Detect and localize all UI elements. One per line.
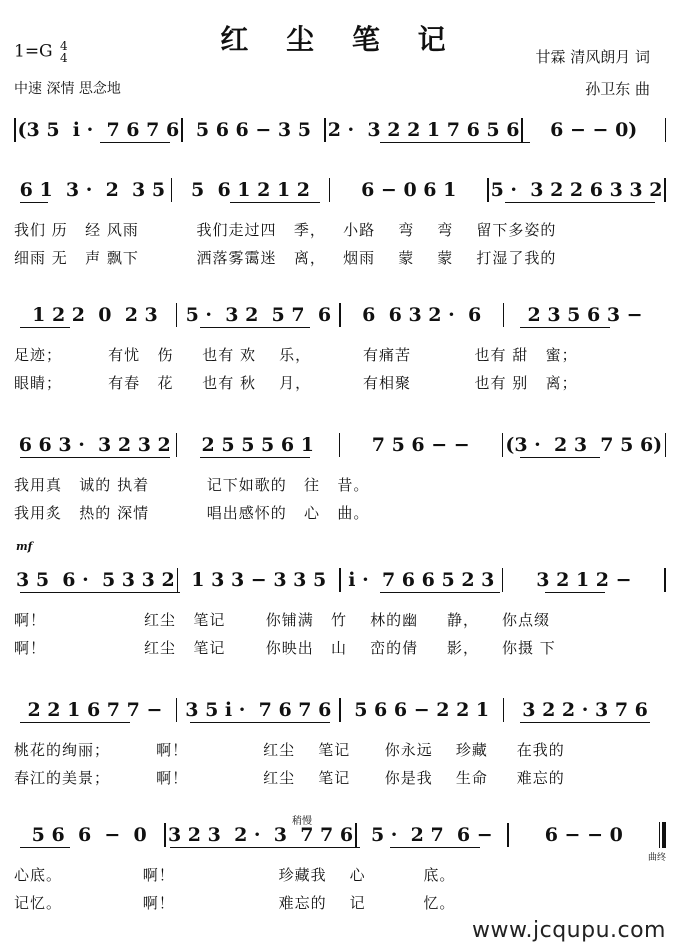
barline	[665, 118, 667, 142]
beam-line	[200, 457, 310, 458]
lyric-verse-2: 啊！ 红尘 笔记 你映出 山 峦的倩 影， 你摄 下	[14, 639, 556, 657]
beam-line	[20, 457, 170, 458]
staff-5	[0, 540, 680, 675]
notes-row	[14, 695, 666, 725]
staff-6	[0, 695, 680, 805]
fine-marking: 曲终	[648, 853, 667, 863]
lyric-verse-1: 心底。 啊！ 珍藏我 心 底。	[14, 866, 456, 884]
notes-row	[14, 175, 666, 205]
notes-row	[14, 565, 666, 595]
measure: 6 − 0 6 1	[361, 179, 457, 201]
beam-line	[380, 592, 500, 593]
measure: 6 6 3 2 · 6	[362, 304, 482, 326]
song-title: 红 尘 笔 记	[220, 23, 460, 56]
lyricist-credit: 甘霖 清风朗月 词	[535, 48, 650, 66]
beam-line	[380, 142, 530, 143]
measure: (3 5 i · 7 6 7 6	[17, 119, 180, 141]
tempo-change-marking: 稍慢	[292, 816, 312, 827]
measure: 1 2 2 0 2 3	[32, 304, 158, 326]
time-signature	[60, 40, 68, 64]
composer-credit: 孙卫东 曲	[585, 80, 650, 98]
beam-line	[20, 722, 130, 723]
measure: 3 2 2 · 3 7 6	[522, 699, 648, 721]
lyric-verse-1: 足迹； 有忧 伤 也有 欢 乐， 有痛苦 也有 甜 蜜；	[14, 346, 578, 364]
lyric-verse-1: 桃花的绚丽； 啊！ 红尘 笔记 你永远 珍藏 在我的	[14, 741, 565, 759]
dynamics-marking: mf	[16, 540, 33, 553]
beam-line	[230, 202, 320, 203]
staff-4	[0, 430, 680, 540]
notes-row	[14, 820, 666, 850]
staff-7	[0, 816, 680, 930]
lyric-verse-2: 记忆。 啊！ 难忘的 记 忆。	[14, 894, 456, 912]
measure: 2 2 1 6 7 7 −	[27, 699, 163, 721]
staff-2	[0, 175, 680, 285]
notes-row	[14, 115, 666, 145]
beam-line	[190, 722, 330, 723]
lyric-verse-1: 我们 历 经 风雨 我们走过四 季， 小路 弯 弯 留下多姿的	[14, 221, 557, 239]
final-barline	[659, 822, 666, 848]
measure: 3 2 1 2 −	[536, 569, 632, 591]
measure: 6 − − 0)	[550, 119, 638, 141]
beam-line	[520, 327, 610, 328]
beam-line	[100, 142, 170, 143]
key-label: 1=G	[14, 41, 53, 62]
measure: 2 3 5 6 3 −	[527, 304, 643, 326]
measure: 3 5 i · 7 6 7 6	[185, 699, 332, 721]
measure: 5 6 6 − 2 2 1	[354, 699, 490, 721]
measure: 1 3 3 − 3 3 5	[191, 569, 327, 591]
measure: 2 · 3 2 2 1 7 6 5 6	[327, 119, 520, 141]
notes-row	[14, 300, 666, 330]
lyric-verse-1: 我用真 诚的 执着 记下如歌的 往 昔。	[14, 476, 370, 494]
beam-line	[200, 327, 310, 328]
staff-3	[0, 300, 680, 410]
beam-line	[545, 592, 605, 593]
measure: (3 · 2 3 7 5 6)	[505, 434, 663, 456]
barline	[665, 433, 667, 457]
measure: 5 6 1 2 1 2	[191, 179, 311, 201]
lyric-verse-1: 啊！ 红尘 笔记 你铺满 竹 林的幽 静， 你点缀	[14, 611, 551, 629]
beam-line	[20, 847, 70, 848]
beam-line	[505, 202, 655, 203]
key-signature	[14, 40, 68, 64]
lyric-verse-2: 眼睛； 有春 花 也有 秋 月， 有相聚 也有 别 离；	[14, 374, 578, 392]
measure: 5 · 2 7 6 −	[370, 824, 493, 846]
beam-line	[20, 592, 180, 593]
site-watermark: www.jcqupu.com	[472, 918, 666, 943]
measure: 3 5 6 · 5 3 3 2	[16, 569, 175, 591]
lyric-verse-2: 细雨 无 声 飘下 洒落雾霭迷 离， 烟雨 蒙 蒙 打湿了我的	[14, 249, 557, 267]
measure: 5 6 6 − 3 5	[195, 119, 311, 141]
measure: 5 6 6 − 0	[31, 824, 147, 846]
meter-bottom: 4	[60, 51, 68, 65]
lyric-verse-2: 春江的美景； 啊！ 红尘 笔记 你是我 生命 难忘的	[14, 769, 565, 787]
beam-line	[390, 847, 480, 848]
barline	[664, 178, 666, 202]
measure: 6 − − 0	[544, 824, 623, 846]
beam-line	[170, 847, 360, 848]
measure: 3 2 3 2 · 3 7 7 6	[167, 824, 354, 846]
notes-row	[14, 430, 666, 460]
beam-line	[520, 457, 600, 458]
beam-line	[520, 722, 650, 723]
measure: 5 · 3 2 5 7 6	[185, 304, 332, 326]
barline	[664, 568, 666, 592]
meter-top: 4	[60, 39, 68, 53]
measure: 2 5 5 5 6 1	[201, 434, 314, 456]
measure: i · 7 6 6 5 2 3	[348, 569, 495, 591]
tempo-marking: 中速 深情 思念地	[14, 81, 121, 97]
beam-line	[20, 327, 70, 328]
measure: 7 5 6 − −	[371, 434, 470, 456]
lyric-verse-2: 我用炙 热的 深情 唱出感怀的 心 曲。	[14, 504, 370, 522]
measure: 5 · 3 2 2 6 3 3 2	[490, 179, 663, 201]
measure: 6 6 3 · 3 2 3 2	[18, 434, 171, 456]
measure: 6 1 3 · 2 3 5	[19, 179, 166, 201]
beam-line	[20, 202, 48, 203]
